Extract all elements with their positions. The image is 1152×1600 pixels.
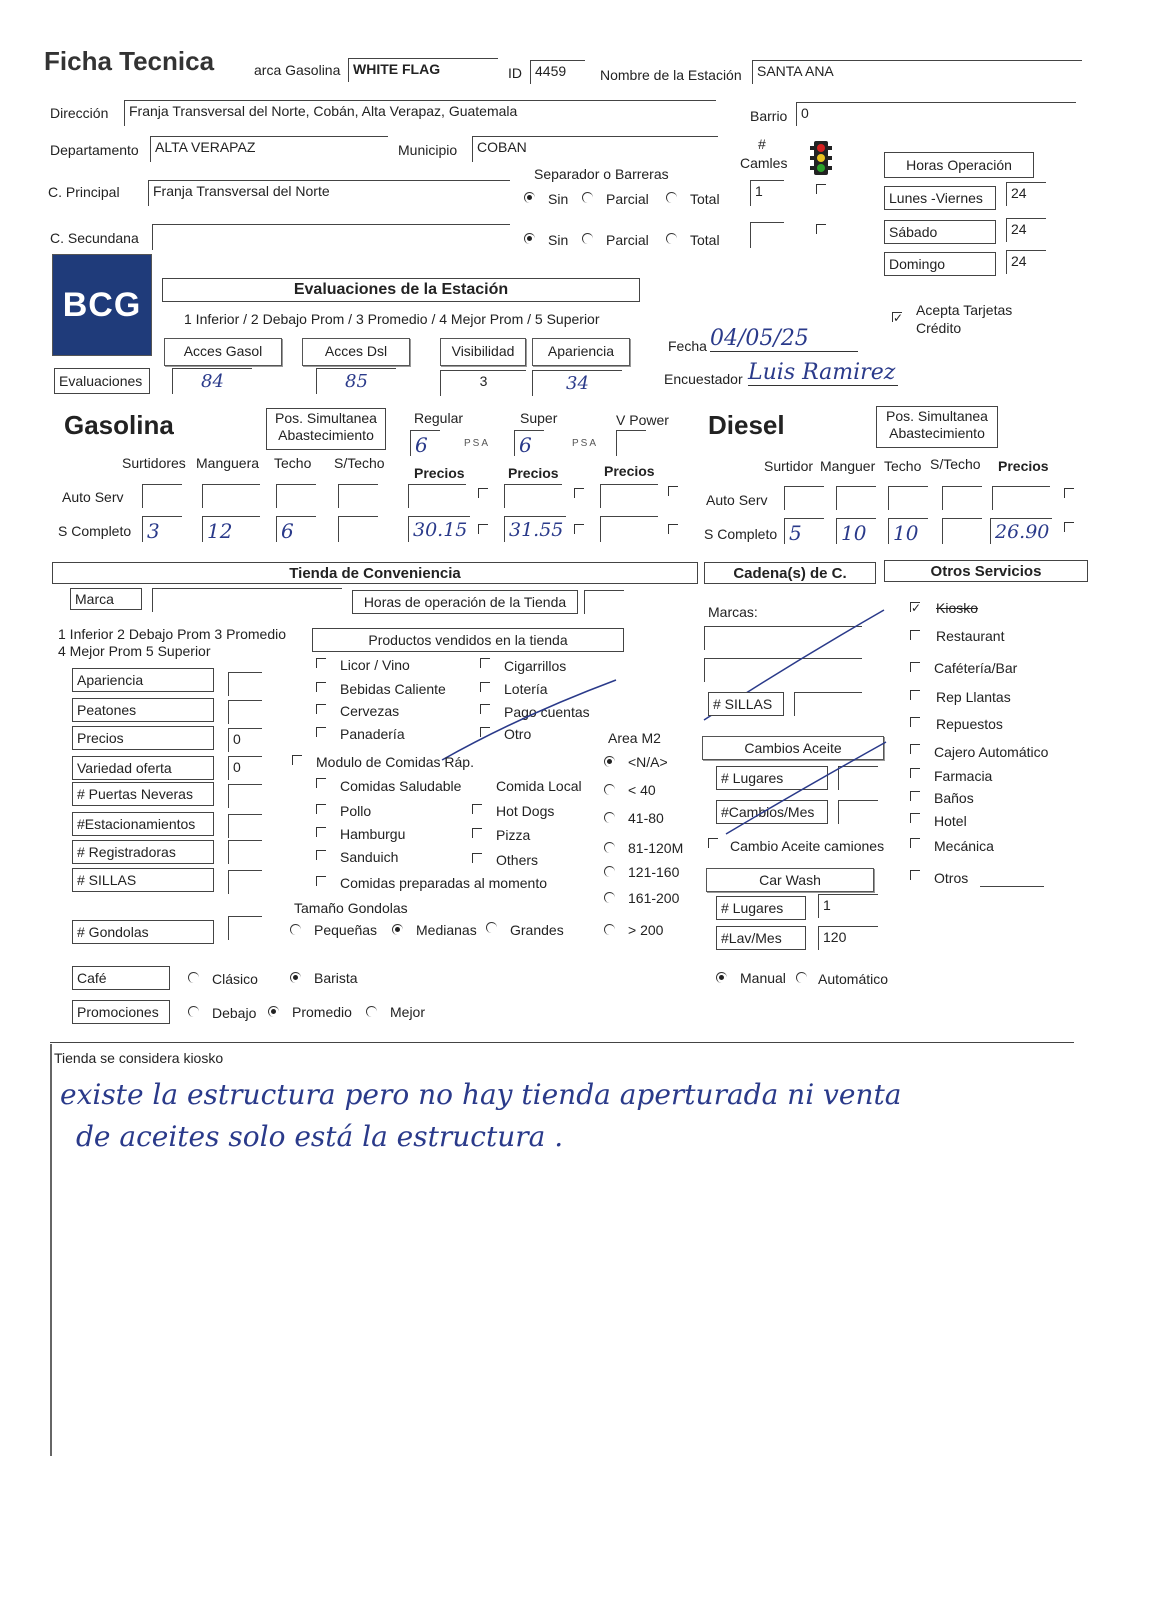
comida-pizza-label: Pizza <box>496 827 531 843</box>
diesel-title: Diesel <box>708 410 785 440</box>
departamento-label: Departamento <box>50 142 139 158</box>
otros-mecanica-check[interactable] <box>910 838 920 848</box>
regular-label: Regular <box>414 410 464 426</box>
horas-lunes-label: Lunes -Viernes <box>884 186 996 210</box>
prod-licor-label: Licor / Vino <box>340 657 410 673</box>
notes-divider <box>50 1042 1074 1043</box>
area-40-label: < 40 <box>628 782 656 798</box>
cafe-barista-label: Barista <box>314 970 358 986</box>
principal-field[interactable]: Franja Transversal del Norte <box>148 180 510 206</box>
gas-auto-manguera[interactable] <box>202 484 260 508</box>
dsl-col-surtidor: Surtidor <box>764 458 814 474</box>
rating-estacionamientos-field[interactable] <box>228 814 262 838</box>
camiones-principal-check[interactable] <box>816 184 826 194</box>
gas-completo-super-check[interactable] <box>574 524 584 534</box>
evaluaciones-row-label: Evaluaciones <box>54 368 150 394</box>
gas-auto-label: Auto Serv <box>62 489 124 505</box>
promo-promedio-label: Promedio <box>292 1004 352 1020</box>
rating-apariencia-field[interactable] <box>228 672 262 696</box>
apariencia-field[interactable]: 34 <box>532 370 622 396</box>
gas-col-surtidores: Surtidores <box>122 455 186 471</box>
dsl-col-techo: Techo <box>884 458 922 474</box>
rating-sillas-field[interactable] <box>228 870 262 894</box>
comida-others-label: Others <box>496 852 539 868</box>
otros-banos-check[interactable] <box>910 791 920 801</box>
marcas-label: Marcas: <box>708 604 758 620</box>
secundaria-label: C. Secundana <box>50 230 139 246</box>
promo-promedio-radio[interactable] <box>268 1006 279 1017</box>
secundaria-parcial-label: Parcial <box>606 232 649 248</box>
dsl-col-stecho: S/Techo <box>930 456 981 472</box>
promo-debajo-radio[interactable] <box>188 1006 199 1017</box>
regular-pos-field[interactable]: 6 <box>410 430 440 456</box>
otros-cajero-label: Cajero Automático <box>934 744 1049 760</box>
municipio-label: Municipio <box>398 142 458 158</box>
prod-cigarrillos-check[interactable] <box>480 658 490 668</box>
gas-completo-vpower-check[interactable] <box>668 524 678 534</box>
notes-label: Tienda se considera kiosko <box>54 1050 224 1066</box>
rating-peatones-field[interactable] <box>228 700 262 724</box>
gas-completo-surtidores[interactable]: 3 <box>142 516 182 542</box>
secundaria-sin-label: Sin <box>548 232 569 248</box>
rating-peatones-label: Peatones <box>72 698 214 722</box>
area-161-200-radio[interactable] <box>604 892 615 903</box>
gas-auto-surtidores[interactable] <box>142 484 182 508</box>
prod-panaderia-label: Panadería <box>340 726 405 742</box>
separador-label: Separador o Barreras <box>534 166 669 182</box>
comida-pollo-label: Pollo <box>340 803 372 819</box>
rating-variedad-label: Variedad oferta <box>72 756 214 780</box>
cafe-clasico-radio[interactable] <box>188 972 199 983</box>
apariencia-button[interactable]: Apariencia <box>532 338 630 366</box>
diesel-pos-label-2: Abastecimiento <box>889 425 985 441</box>
prod-bebidas-label: Bebidas Caliente <box>340 681 446 697</box>
visibilidad-field[interactable]: 3 <box>440 370 526 396</box>
super-psa-label: PSA <box>572 438 599 449</box>
rating-gondolas-field[interactable] <box>228 916 262 940</box>
otros-cafeteria-label: Cafétería/Bar <box>934 660 1018 676</box>
dsl-auto-check[interactable] <box>1064 488 1074 498</box>
rating-precios-label: Precios <box>72 726 214 750</box>
gas-auto-precio-super[interactable] <box>504 484 562 508</box>
otros-repuestos-label: Repuestos <box>936 716 1003 732</box>
comida-sanduich-label: Sanduich <box>340 849 399 865</box>
tamano-gondolas-label: Tamaño Gondolas <box>294 900 408 916</box>
gas-completo-stecho[interactable] <box>338 516 378 542</box>
tarjetas-label-2: Crédito <box>916 320 962 336</box>
vpower-label: V Power <box>616 412 669 428</box>
area-41-80-radio[interactable] <box>604 812 615 823</box>
prod-bebidas-check[interactable] <box>316 682 326 692</box>
comida-pollo-check[interactable] <box>316 804 326 814</box>
camiones-secundaria-check[interactable] <box>816 224 826 234</box>
form-title: Ficha Tecnica <box>44 46 215 76</box>
otros-cajero-check[interactable] <box>910 744 920 754</box>
dsl-auto-surtidor[interactable] <box>784 486 824 510</box>
cw-lugares-field[interactable]: 1 <box>818 894 878 918</box>
notes-line-2[interactable]: de aceites solo está la estructura . <box>76 1120 564 1153</box>
area-200-radio[interactable] <box>604 924 615 935</box>
gas-precios-super-label: Precios <box>508 465 559 481</box>
bcg-logo <box>52 254 152 356</box>
area-41-80-label: 41-80 <box>628 810 664 826</box>
estacion-field[interactable]: SANTA ANA <box>752 60 1082 84</box>
gas-completo-precio-regular[interactable]: 30.15 <box>408 516 470 542</box>
otros-hotel-label: Hotel <box>934 813 967 829</box>
dsl-col-manguer: Manguer <box>820 458 876 474</box>
otros-restaurant-check[interactable] <box>910 630 920 640</box>
principal-parcial-label: Parcial <box>606 191 649 207</box>
tienda-marca-label: Marca <box>70 588 142 610</box>
otros-cafeteria-check[interactable] <box>910 662 920 672</box>
rating-puertas-field[interactable] <box>228 784 262 808</box>
horas-operacion-title: Horas Operación <box>884 152 1034 178</box>
principal-total-radio[interactable] <box>666 192 677 203</box>
encuestador-value[interactable]: Luis Ramirez <box>748 360 898 386</box>
dsl-completo-check[interactable] <box>1064 522 1074 532</box>
tarjetas-check[interactable]: ✓ <box>893 311 904 325</box>
camiones-principal-field[interactable]: 1 <box>750 180 784 206</box>
area-40-radio[interactable] <box>604 784 615 795</box>
otros-llantas-check[interactable] <box>910 690 920 700</box>
dsl-completo-stecho[interactable] <box>942 518 982 544</box>
otros-farmacia-label: Farmacia <box>934 768 993 784</box>
cambios-aceite-button[interactable]: Cambios Aceite <box>702 736 884 760</box>
cadena-title: Cadena(s) de C. <box>704 562 876 584</box>
fecha-label: Fecha <box>668 338 707 354</box>
otros-hotel-check[interactable] <box>910 813 920 823</box>
super-label: Super <box>520 410 558 426</box>
productos-title: Productos vendidos en la tienda <box>312 628 624 652</box>
cw-auto-label: Automático <box>818 971 889 987</box>
gas-auto-super-check[interactable] <box>574 488 584 498</box>
principal-sin-radio[interactable] <box>524 192 535 203</box>
modulo-comidas-check[interactable] <box>292 755 302 765</box>
otros-restaurant-label: Restaurant <box>936 628 1005 644</box>
rating-sillas-label: # SILLAS <box>72 868 214 892</box>
gas-auto-precio-regular[interactable] <box>408 484 466 508</box>
id-label: ID <box>508 65 522 81</box>
comida-pizza-check[interactable] <box>472 828 482 838</box>
gas-completo-regular-check[interactable] <box>478 524 488 534</box>
secundaria-total-label: Total <box>690 232 720 248</box>
vpower-pos-field[interactable] <box>616 430 646 456</box>
otros-kiosko-label: Kiosko <box>936 600 979 616</box>
fecha-value[interactable]: 04/05/25 <box>710 326 858 352</box>
cadena-sillas-field[interactable] <box>794 692 862 716</box>
tienda-horas-label: Horas de operación de la Tienda <box>352 590 578 614</box>
tienda-scale-2: 4 Mejor Prom 5 Superior <box>58 643 211 659</box>
cafe-barista-radio[interactable] <box>290 972 301 983</box>
tamano-medianas-label: Medianas <box>416 922 477 938</box>
tienda-horas-field[interactable] <box>584 590 624 614</box>
notes-line-1[interactable]: existe la estructura pero no hay tienda aperturada ni venta <box>60 1078 902 1111</box>
bcg-logo-text: BCG <box>62 286 142 324</box>
prod-loteria-label: Lotería <box>504 681 548 697</box>
acces-dsl-button[interactable]: Acces Dsl <box>302 338 410 366</box>
otros-kiosko-check[interactable]: ✓ <box>911 601 922 615</box>
gasolina-pos-box <box>266 408 386 450</box>
rating-registradoras-field[interactable] <box>228 840 262 864</box>
otros-otros-line <box>980 886 1044 887</box>
area-81-120-radio[interactable] <box>604 842 615 853</box>
otros-title: Otros Servicios <box>884 560 1088 582</box>
rating-variedad-field[interactable]: 0 <box>228 756 262 780</box>
comida-hotdogs-check[interactable] <box>472 804 482 814</box>
dsl-auto-manguer[interactable] <box>836 486 876 510</box>
comida-sanduich-check[interactable] <box>316 850 326 860</box>
secundaria-parcial-radio[interactable] <box>582 233 593 244</box>
promo-mejor-label: Mejor <box>390 1004 426 1020</box>
gas-completo-manguera[interactable]: 12 <box>202 516 260 542</box>
promo-mejor-radio[interactable] <box>366 1006 377 1017</box>
prod-cigarrillos-label: Cigarrillos <box>504 658 567 674</box>
prod-licor-check[interactable] <box>316 658 326 668</box>
principal-sin-label: Sin <box>548 191 569 207</box>
tamano-pequenas-radio[interactable] <box>290 924 301 935</box>
prod-pago-label: Pago cuentas <box>504 704 590 720</box>
principal-parcial-radio[interactable] <box>582 192 593 203</box>
dsl-auto-stecho[interactable] <box>942 486 982 510</box>
area-na-radio[interactable] <box>604 756 615 767</box>
aceite-camiones-label: Cambio Aceite camiones <box>730 838 885 854</box>
horas-sabado-field[interactable]: 24 <box>1006 218 1046 242</box>
horas-lunes-field[interactable]: 24 <box>1006 182 1046 206</box>
barrio-field[interactable]: 0 <box>796 102 1076 126</box>
otros-mecanica-label: Mecánica <box>934 838 994 854</box>
area-121-160-label: 121-160 <box>628 864 680 880</box>
prod-cervezas-check[interactable] <box>316 704 326 714</box>
dsl-col-precios: Precios <box>998 458 1049 474</box>
horas-domingo-field[interactable]: 24 <box>1006 250 1046 274</box>
id-field[interactable]: 4459 <box>530 60 585 84</box>
gas-precios-regular-label: Precios <box>414 465 465 481</box>
rating-registradoras-label: # Registradoras <box>72 840 214 864</box>
cambios-lugares-label: # Lugares <box>716 766 828 790</box>
rating-estacionamientos-label: #Estacionamientos <box>72 812 214 836</box>
horas-domingo-label: Domingo <box>884 252 996 276</box>
dsl-auto-techo[interactable] <box>888 486 928 510</box>
tamano-medianas-radio[interactable] <box>392 924 403 935</box>
cw-manual-radio[interactable] <box>716 972 727 983</box>
acces-dsl-field[interactable]: 85 <box>316 368 396 394</box>
tamano-grandes-radio[interactable] <box>486 922 497 933</box>
direccion-field[interactable]: Franja Transversal del Norte, Cobán, Alta Verapaz, Guatemala <box>124 100 716 126</box>
acces-gasol-field[interactable]: 84 <box>172 368 252 394</box>
gas-col-manguera: Manguera <box>196 455 260 471</box>
cambios-mes-label: #Cambios/Mes <box>716 800 828 824</box>
dsl-completo-label: S Completo <box>704 526 778 542</box>
comida-hamburgu-check[interactable] <box>316 827 326 837</box>
area-81-120-label: 81-120M <box>628 840 684 856</box>
area-200-label: > 200 <box>628 922 664 938</box>
gasolina-title: Gasolina <box>64 410 174 440</box>
cafe-label: Café <box>72 966 170 990</box>
secundaria-total-radio[interactable] <box>666 233 677 244</box>
gas-col-stecho: S/Techo <box>334 455 385 471</box>
visibilidad-button[interactable]: Visibilidad <box>440 338 526 366</box>
cadena-sillas-label: # SILLAS <box>708 692 784 716</box>
tamano-grandes-label: Grandes <box>510 922 564 938</box>
gas-auto-stecho[interactable] <box>338 484 378 508</box>
dsl-auto-label: Auto Serv <box>706 492 768 508</box>
secundaria-sin-radio[interactable] <box>524 233 535 244</box>
area-label: Area M2 <box>608 730 661 746</box>
prod-cervezas-label: Cervezas <box>340 703 400 719</box>
aceite-camiones-check[interactable] <box>708 838 718 848</box>
tarjetas-label-1: Acepta Tarjetas <box>916 302 1013 318</box>
area-na-label: <N/A> <box>628 754 668 770</box>
otros-farmacia-check[interactable] <box>910 768 920 778</box>
estacion-label: Nombre de la Estación <box>600 67 742 83</box>
gas-completo-label: S Completo <box>58 523 132 539</box>
rating-gondolas-label: # Gondolas <box>72 920 214 944</box>
comidas-saludable-check[interactable] <box>316 778 326 788</box>
rating-apariencia-label: Apariencia <box>72 668 214 692</box>
promo-debajo-label: Debajo <box>212 1005 257 1021</box>
direccion-label: Dirección <box>50 105 109 121</box>
gasolina-pos-label-1: Pos. Simultanea <box>275 410 377 426</box>
evaluaciones-scale: 1 Inferior / 2 Debajo Prom / 3 Promedio / 4 Mejor Prom / 5 Superior <box>184 311 600 327</box>
gas-precios-vpower-label: Precios <box>604 463 655 479</box>
regular-psa-label: PSA <box>464 438 491 449</box>
comida-hamburgu-label: Hamburgu <box>340 826 406 842</box>
otros-banos-label: Baños <box>934 790 974 806</box>
tienda-scale-1: 1 Inferior 2 Debajo Prom 3 Promedio <box>58 626 286 642</box>
rating-precios-field[interactable]: 0 <box>228 728 262 752</box>
gasolina-pos-label-2: Abastecimiento <box>278 427 374 443</box>
marca-gasolina-label: arca Gasolina <box>254 62 341 78</box>
dsl-completo-precio[interactable]: 26.90 <box>990 518 1052 544</box>
cw-lugares-label: # Lugares <box>716 896 806 920</box>
principal-total-label: Total <box>690 191 720 207</box>
otros-otros-label: Otros <box>934 870 969 886</box>
dsl-completo-manguer[interactable]: 10 <box>836 518 876 544</box>
super-pos-field[interactable]: 6 <box>514 430 544 456</box>
gas-completo-precio-super[interactable]: 31.55 <box>504 516 566 542</box>
tienda-title: Tienda de Conveniencia <box>52 562 698 584</box>
gas-auto-regular-check[interactable] <box>478 488 488 498</box>
cafe-clasico-label: Clásico <box>212 971 258 987</box>
cw-lav-label: #Lav/Mes <box>716 926 806 950</box>
horas-sabado-label: Sábado <box>884 220 996 244</box>
cw-auto-radio[interactable] <box>796 972 807 983</box>
cw-manual-label: Manual <box>740 970 786 986</box>
comida-others-check[interactable] <box>472 853 482 863</box>
departamento-field[interactable]: ALTA VERAPAZ <box>150 136 388 162</box>
gas-auto-techo[interactable] <box>276 484 316 508</box>
promociones-label: Promociones <box>72 1000 170 1024</box>
otros-repuestos-check[interactable] <box>910 717 920 727</box>
notes-area[interactable] <box>50 1044 52 1456</box>
productos-strike-mark <box>440 676 620 766</box>
camiones-label: Camles <box>740 155 788 171</box>
diesel-pos-box <box>876 406 998 448</box>
barrio-label: Barrio <box>750 108 788 124</box>
gas-col-techo: Techo <box>274 455 312 471</box>
acces-gasol-button[interactable]: Acces Gasol <box>164 338 282 366</box>
gas-auto-precio-vpower[interactable] <box>600 484 658 508</box>
cw-lav-field[interactable]: 120 <box>818 926 878 950</box>
gas-completo-precio-vpower[interactable] <box>600 516 658 542</box>
prod-panaderia-check[interactable] <box>316 727 326 737</box>
gas-completo-techo[interactable]: 6 <box>276 516 316 542</box>
comida-local-label: Comida Local <box>496 778 582 794</box>
marca-gasolina-field[interactable]: WHITE FLAG <box>348 58 498 82</box>
camiones-hash: # <box>758 136 766 152</box>
otros-llantas-label: Rep Llantas <box>936 689 1011 705</box>
rating-puertas-label: # Puertas Neveras <box>72 782 214 806</box>
area-121-160-radio[interactable] <box>604 866 615 877</box>
principal-label: C. Principal <box>48 184 120 200</box>
comidas-preparadas-label: Comidas preparadas al momento <box>340 875 547 891</box>
dsl-completo-techo[interactable]: 10 <box>888 518 928 544</box>
gas-auto-vpower-check[interactable] <box>668 486 678 496</box>
municipio-field[interactable]: COBAN <box>472 136 718 162</box>
tienda-marca-field[interactable] <box>152 588 342 612</box>
car-wash-button[interactable]: Car Wash <box>706 868 874 892</box>
encuestador-label: Encuestador <box>664 371 743 387</box>
comida-hotdogs-label: Hot Dogs <box>496 803 555 819</box>
secundaria-field[interactable] <box>152 224 510 250</box>
area-161-200-label: 161-200 <box>628 890 680 906</box>
modulo-comidas-label: Modulo de Comidas Ráp. <box>316 754 474 770</box>
comidas-preparadas-check[interactable] <box>316 876 326 886</box>
comidas-saludable-label: Comidas Saludable <box>340 778 462 794</box>
diesel-pos-label-1: Pos. Simultanea <box>886 408 988 424</box>
tamano-pequenas-label: Pequeñas <box>314 922 378 938</box>
traffic-light-icon <box>808 140 834 176</box>
aceite-strike-mark <box>720 738 890 838</box>
dsl-auto-precio[interactable] <box>992 486 1050 510</box>
prod-otro-label: Otro <box>504 726 532 742</box>
camiones-secundaria-field[interactable] <box>750 222 784 248</box>
otros-otros-check[interactable] <box>910 870 920 880</box>
dsl-completo-surtidor[interactable]: 5 <box>784 518 824 544</box>
evaluaciones-title: Evaluaciones de la Estación <box>162 278 640 302</box>
